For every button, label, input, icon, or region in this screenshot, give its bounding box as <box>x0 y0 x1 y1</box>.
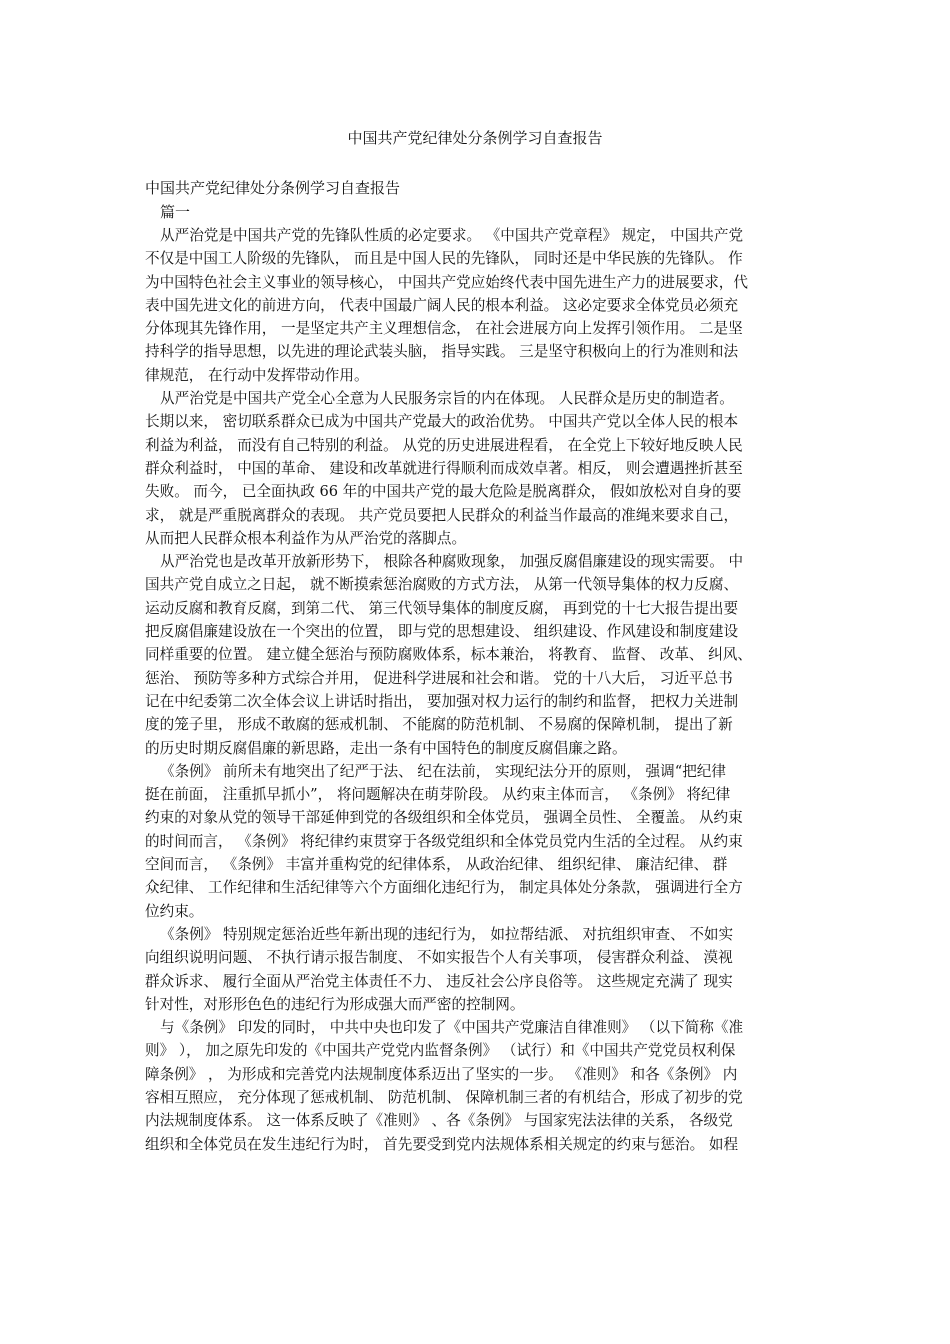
paragraph <box>145 550 820 760</box>
paragraph-line: 惩治、 预防等多种方式综合并用， 促进科学进展和社会和谐。 党的十八大后， 习近平总书 <box>145 669 733 687</box>
paragraph-line: 度的笼子里， 形成不敢腐的惩戒机制、 不能腐的防范机制、 不易腐的保障机制， 提出了新 <box>145 716 733 734</box>
paragraph-line: 从严治党是中国共产党全心全意为人民服务宗旨的内在体现。 人民群众是历史的制造者。 <box>160 390 734 408</box>
paragraph-line: 组织和全体党员在发生违纪行为时， 首先要受到党内法规体系相关规定的约束与惩治。 如程 <box>145 1135 739 1153</box>
paragraph-list <box>145 224 820 1156</box>
document-subtitle: 中国共产党纪律处分条例学习自查报告 <box>145 179 401 197</box>
paragraph-line: 从严治党是中国共产党的先锋队性质的必定要求。 《中国共产党章程》 规定， 中国共产党 <box>160 227 744 244</box>
paragraph-line: 分体现其先锋作用， 一是坚定共产主义理想信念， 在社会进展方向上发挥引领作用。 二是坚 <box>145 320 743 338</box>
paragraph-line: 向组织说明问题、 不执行请示报告制度、 不如实报告个人有关事项， 侵害群众利益、 漠视 <box>145 949 733 967</box>
paragraph-line: 记在中纪委第二次全体会议上讲话时指出， 要加强对权力运行的制约和监督， 把权力关进制 <box>145 692 739 710</box>
paragraph-line: 群众诉求、 履行全面从严治党主体责任不力、 违反社会公序良俗等。 这些规定充满了 现实 <box>145 972 733 990</box>
paragraph-line: 不仅是中国工人阶级的先锋队， 而且是中国人民的先锋队， 同时还是中华民族的先锋队。 作 <box>145 250 743 268</box>
paragraph-line: 障条例》 ， 为形成和完善党内法规制度体系迈出了坚实的一步。 《准则》 和各《条例》 内 <box>145 1065 738 1083</box>
paragraph-line: 位约束。 <box>145 902 204 920</box>
paragraph-line: 群众利益时， 中国的革命、 建设和改革就进行得顺利而成效卓著。相反， 则会遭遇挫折甚至 <box>145 459 743 477</box>
paragraph <box>145 760 820 923</box>
paragraph-line: 约束的对象从党的领导干部延伸到党的各级组织和全体党员， 强调全员性、 全覆盖。 从约束 <box>145 809 743 827</box>
paragraph-line: 国共产党自成立之日起， 就不断摸索惩治腐败的方式方法， 从第一代领导集体的权力反腐、 <box>145 576 739 594</box>
paragraph-line: 《条例》 特别规定惩治近些年新出现的违纪行为， 如拉帮结派、 对抗组织审查、 不如实 <box>160 925 734 943</box>
paragraph-line: 挺在前面， 注重抓早抓小”， 将问题解决在萌芽阶段。 从约束主体而言， 《条例》 将纪律 <box>145 786 731 804</box>
paragraph-line: 的历史时期反腐倡廉的新思路，走出一条有中国特色的制度反腐倡廉之路。 <box>145 739 627 757</box>
paragraph-line: 表中国先进文化的前进方向， 代表中国最广阔人民的根本利益。 这必定要求全体党员必须充 <box>145 296 739 314</box>
paragraph-line: 把反腐倡廉建设放在一个突出的位置， 即与党的思想建设、 组织建设、作风建设和制度建设 <box>145 623 739 641</box>
paragraph-line: 容相互照应， 充分体现了惩戒机制、 防范机制、 保障机制三者的有机结合，形成了初步的党 <box>145 1088 743 1106</box>
paragraph-line: 长期以来， 密切联系群众已成为中国共产党最大的政治优势。 中国共产党以全体人民的根本 <box>145 413 739 431</box>
paragraph-line: 则》 ）， 加之原先印发的《中国共产党党内监督条例》 （试行）和《中国共产党党员权利保 <box>145 1042 736 1060</box>
paragraph-line: 持科学的指导思想，以先进的理论武装头脑， 指导实践。 三是坚守积极向上的行为准则和法 <box>145 343 739 361</box>
paragraph-line: 从严治党也是改革开放新形势下， 根除各种腐败现象， 加强反腐倡廉建设的现实需要。 中 <box>160 553 744 571</box>
paragraph-line: 同样重要的位置。 建立健全惩治与预防腐败体系，标本兼治， 将教育、 监督、 改革、 纠风、 <box>145 646 752 664</box>
section-heading: 篇一 <box>160 203 191 221</box>
paragraph <box>145 387 820 550</box>
paragraph-line: 与《条例》 印发的同时， 中共中央也印发了《中国共产党廉洁自律准则》 （以下简称《准 <box>160 1019 744 1037</box>
paragraph <box>145 224 820 387</box>
paragraph-line: 内法规制度体系。 这一体系反映了《准则》 、各《条例》 与国家宪法法律的关系， 各级党 <box>145 1112 733 1130</box>
document-body <box>145 176 820 1156</box>
paragraph-line: 针对性，对形形色色的违纪行为形成强大而严密的控制网。 <box>145 995 525 1013</box>
paragraph <box>145 923 820 1016</box>
document-title: 中国共产党纪律处分条例学习自查报告 <box>347 129 603 147</box>
paragraph-line: 《条例》 前所未有地突出了纪严于法、 纪在法前， 实现纪法分开的原则， 强调“把纪律 <box>160 762 726 780</box>
paragraph-line: 为中国特色社会主义事业的领导核心， 中国共产党应始终代表中国先进生产力的进展要求，代 <box>145 273 748 291</box>
paragraph-line: 利益为利益， 而没有自己特别的利益。 从党的历史进展进程看， 在全党上下较好地反映人民 <box>145 436 743 454</box>
paragraph-line: 的时间而言， 《条例》 将纪律约束贯穿于各级党组织和全体党员党内生活的全过程。 从约束 <box>145 832 743 850</box>
paragraph-line: 众纪律、 工作纪律和生活纪律等六个方面细化违纪行为， 制定具体处分条款， 强调进行全方 <box>145 879 743 897</box>
paragraph-line: 失败。 而今， 已全面执政 66 年的中国共产党的最大危险是脱离群众， 假如放松对自身的要 <box>145 483 742 501</box>
paragraph-line: 律规范， 在行动中发挥带动作用。 <box>145 366 369 384</box>
paragraph-line: 空间而言， 《条例》 丰富并重构党的纪律体系， 从政治纪律、 组织纪律、 廉洁纪律、 群 <box>145 856 728 874</box>
paragraph <box>145 1016 820 1156</box>
paragraph-line: 运动反腐和教育反腐，到第二代、 第三代领导集体的制度反腐， 再到党的十七大报告提出要 <box>145 599 739 617</box>
paragraph-line: 求， 就是严重脱离群众的表现。 共产党员要把人民群众的利益当作最高的准绳来要求自己， <box>145 506 739 524</box>
paragraph-line: 从而把人民群众根本利益作为从严治党的落脚点。 <box>145 529 467 547</box>
